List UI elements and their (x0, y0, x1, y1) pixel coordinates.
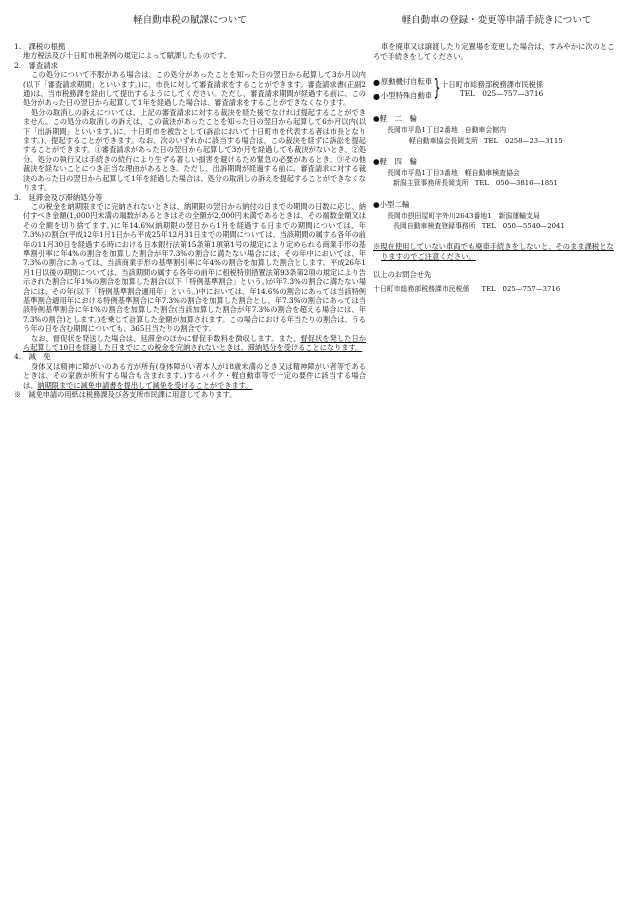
disposal-warning-note: ※現在使用していない車両でも廃車手続きをしないと、そのまま課税となりますのでご注意ください。 (373, 241, 614, 261)
small2-tel: TEL 050—5540—2041 (481, 222, 565, 231)
section4-text: 身体又は精神に障がいのある方が所有(身体障がい者本人が18歳未満のとき又は精神障がい者等であるときは、その家族が所有する場合も含まれます。)するバイク・軽自動車等で一定の要件に該当する場合は、 (23, 361, 366, 390)
registration-column (373, 14, 620, 294)
moped-types (373, 75, 432, 103)
bullet-icon: ● (373, 91, 380, 101)
moped-label: 原動機付自転車 (380, 77, 433, 87)
contact-heading: 以上のお問合せ先 (373, 270, 432, 280)
small2-organization: 長岡自動車検査登録事務所 (393, 222, 476, 231)
section2-paragraph-2: 処分の取消しの訴えについては、上記の審査請求に対する裁決を経た後でなければ提起することができません。この処分の取消しの訴えは、この裁決があったことを知った日の翌日から起算して6か月以内(以下「出訴期間」といいます。)に、十日町市を被告として(訴訟において十日町市を代表する者は市長となります。)、提起することができます。なお、次のいずれかに該当する場合は、この裁決を経ずに訴訟を提起することができます。①審査請求があった日の翌日から起算して3か月を経過しても裁決がないとき、②処分、処分の執行又は手続きの続行により生ずる著しい損害を避けるため緊急の必要があるとき、③その他裁決を経ないことにつき正当な理由があるとき。ただし、出訴期間が経過する前に、審査請求に対する裁決のあった日の翌日から起算して1年を経過した場合は、処分の取消しの訴えを提起することができなくなります。 (23, 107, 366, 193)
section4-underlined-text: 納期限までに減免申請書を提出して減免を受けることができます。 (37, 380, 253, 390)
section2-heading: 2. 審査請求 (14, 60, 59, 70)
kei2-heading: ●軽 二 輪 (373, 114, 418, 124)
contact-tel: TEL 025—757—3716 (481, 284, 561, 293)
moped-group (373, 75, 620, 103)
kei4-tel: TEL 050—3816—1851 (474, 179, 558, 188)
section1-body: 地方税法及び十日町市税条例の規定によって賦課したものです。 (23, 51, 231, 61)
tax-assessment-column (14, 14, 366, 399)
section1-heading: 1. 課税の根拠 (14, 42, 66, 51)
section3-underlined-warning: 督促状を発した日から起算して10日を経過した日までにこの税金を完納されないときは、滞納処分を受けることになります。 (23, 333, 366, 352)
kei4-address: 長岡市平島1丁目3番地 軽自動車検査協会 (387, 169, 520, 177)
small2-group (373, 199, 620, 232)
section4-note: ※ 減免申請の用紙は税務課及び各支所市民課に用意してあります。 (14, 390, 237, 400)
section4-paragraph (14, 362, 366, 390)
brace-icon: } (433, 76, 441, 102)
section4-heading: 4. 減 免 (14, 352, 51, 362)
right-title: 軽自動車の登録・変更等申請手続きについて (401, 15, 592, 26)
bullet-icon: ● (373, 77, 380, 87)
section3-paragraph-2 (14, 334, 366, 353)
kei2-address: 長岡市平島1丁目2番地 自動車会館内 (387, 126, 507, 135)
kei2-tel: TEL 0258—23—3115 (483, 136, 563, 145)
kei4-group (373, 156, 620, 189)
small2-heading: ●小型二輪 (373, 199, 410, 209)
section3-text: なお、督促状を発送した場合は、延滞金のほかに督促手数料を徴収します。また、 (31, 333, 301, 343)
section3-paragraph-1: この税金を納期限までに完納されないときは、納期限の翌日から納付の日までの期間の日数に応じ、納付すべき金額(1,000円未満の端数があるときはその全額が2,000円未満であるときは、その端数金額又はその全額を切り捨てます。)に年14.6%(納期限の翌日から1月を経過する日までの期間については、年7.3%)の割合(平成12年1月1日から平成25年12月31日までの期間については、当該期間の属する各年の前年の11月30日を経過する時における日本銀行法第15条第1項第1号の規定により定められる商業手形の基準割引率に年4%の割合を加算した割合が年7.3%の割合に満たない場合には、その年中においては、年7.3%の割合にあっては、当該商業手形の基準割引率に年4%の割合を加算した割合とします。平成26年1月1日以後の期間については、当該期間の属する各年の前年に租税特別措置法第93条第2項の規定により告示された割合に年1%の割合を加算した割合(以下「特例基準割合」という。)が年7.3%の割合に満たない場合には、その年(以下「特例基準割合適用年」という。)中においては、年14.6%の割合にあっては当該特例基準割合適用年における特例基準割合に年7.3%の割合を加算した割合とし、年7.3%の割合にあっては当該特例基準割合に年1%の割合を加算した割合(当該加算した割合が年7.3%の割合を超える場合には、年7.3%の割合)とします。)を乗じて計算した金額が加算されます。この場合における年当たりの割合は、うるう年の日を含む期間についても、365日当たりの割合です。 (23, 201, 366, 334)
small-special-label: 小型特殊自動車 (380, 91, 433, 101)
moped-tel: TEL 025—757—3716 (459, 89, 544, 99)
moped-office: 十日町市総務部税務課市民税係 (441, 79, 544, 89)
kei4-heading: ●軽 四 輪 (373, 157, 418, 166)
kei4-organization: 新潟主管事務所長岡支所 (393, 179, 469, 188)
contact-line (373, 284, 620, 294)
kei2-organization: 軽自動車協会長岡支所 (409, 136, 478, 145)
left-title: 軽自動車税の賦課について (133, 15, 247, 26)
section3-heading: 3. 延滞金及び滞納処分等 (14, 192, 103, 202)
kei2-group (373, 113, 620, 146)
section2-paragraph-1: この処分について不服がある場合は、この処分があったことを知った日の翌日から起算して3か月以内(以下「審査請求期間」といいます。)に、市長に対して審査請求をすることができます。審査請求書(正副2通)は、当市税務課を経由して提出するようにしてください。ただし、審査請求期間が経過する前に、この処分があった日の翌日から起算して1年を経過した場合は、審査請求をすることができなくなります。 (23, 70, 366, 108)
moped-contact (441, 79, 544, 99)
small2-address: 長岡市摂田屋町字外川2643番地1 新潟運輸支局 (387, 211, 540, 220)
registration-intro: 車を廃車又は譲渡したり定置場を変更した場合は、すみやかに次のところで手続きをしてください。 (373, 42, 615, 61)
contact-organization: 十日町市総務部税務課市民税係 (373, 284, 470, 293)
